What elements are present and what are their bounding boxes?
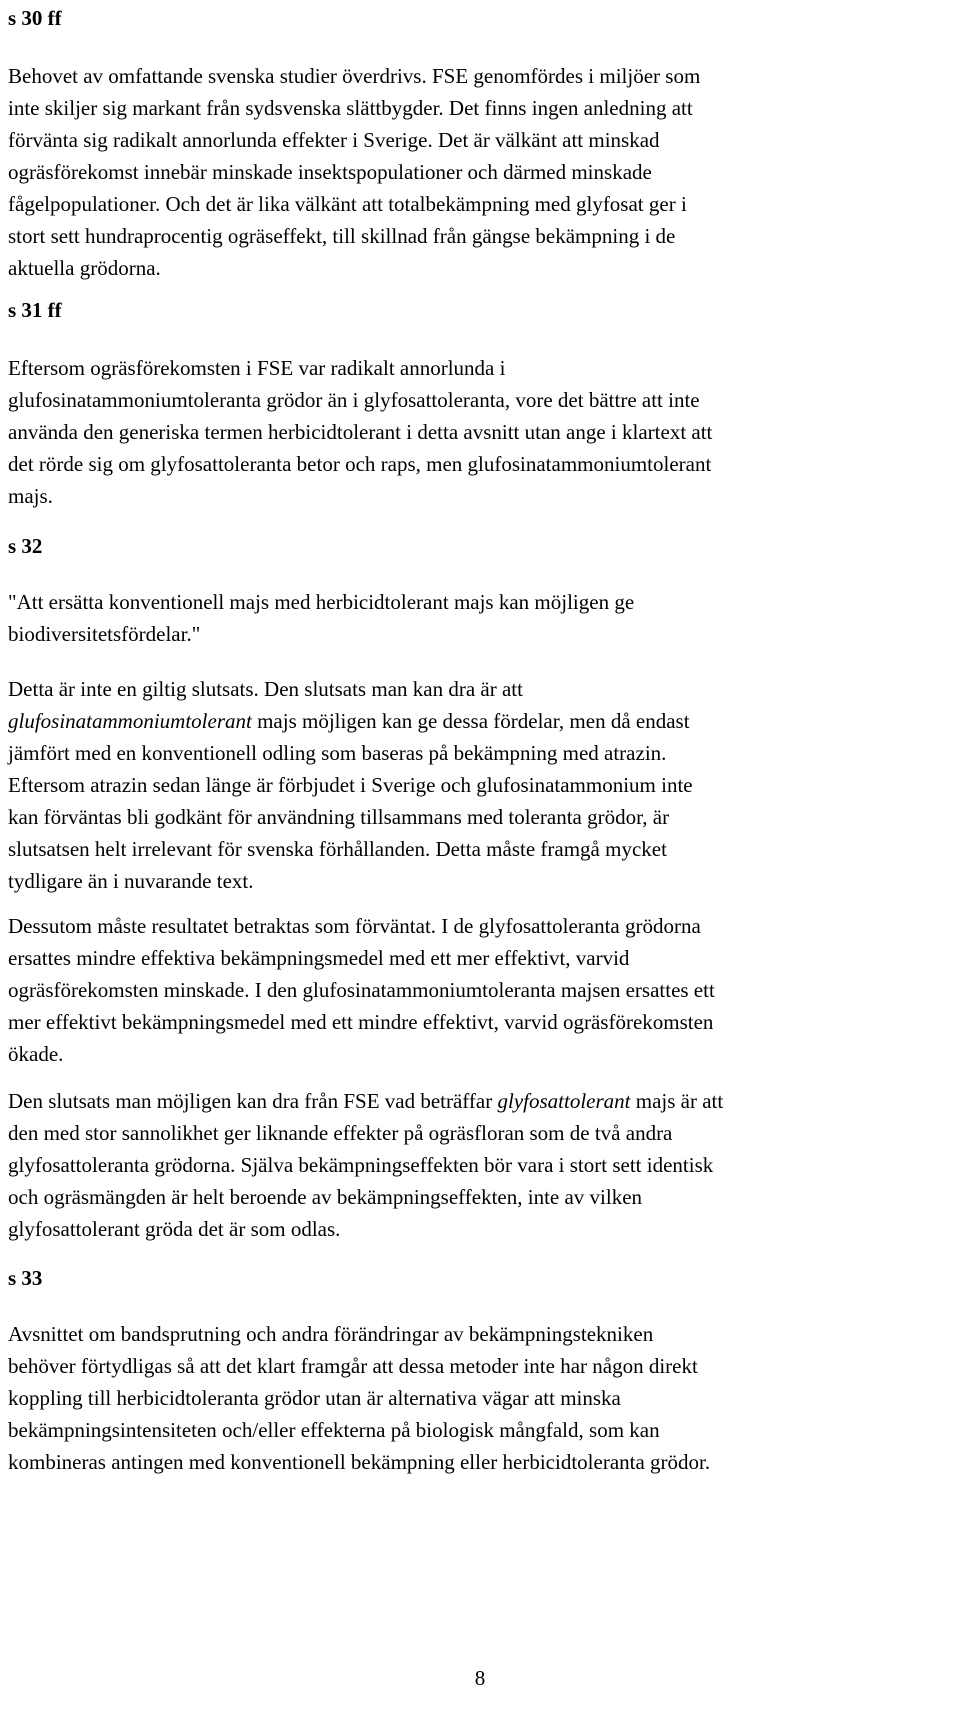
paragraph-s32-2	[8, 673, 956, 897]
paragraph-s32-4-post: majs är att den med stor sannolikhet ger liknande effekter på ogräsfloran som de två andra glyfosattoleranta grödorna. Själva bekämpningseffekten bör vara i stort sett identisk och ogräsmängden är helt beroende av bekämpningseffekten, inte av vilken glyfosattolerant gröda det är som odlas.	[8, 1089, 724, 1241]
paragraph-s33-1: Avsnittet om bandsprutning och andra förändringar av bekämpningstekniken behöver förtydligas så att det klart framgår att dessa metoder inte har någon direkt koppling till herbicidtoleranta grödor utan är alternativa vägar att minska bekämpningsintensiteten och/eller effekterna på biologisk mångfald, som kan kombineras antingen med konventionell bekämpning eller herbicidtoleranta grödor.	[8, 1322, 711, 1474]
paragraph-s32-4-italic: glyfosattolerant	[497, 1089, 631, 1113]
paragraph-s32-4-pre: Den slutsats man möjligen kan dra från FSE vad beträffar	[8, 1089, 498, 1113]
section-heading-s30: s 30 ff	[8, 6, 62, 30]
paragraph-s32-3: Dessutom måste resultatet betraktas som förväntat. I de glyfosattoleranta grödorna ersattes mindre effektiva bekämpningsmedel med ett mer effektivt, varvid ogräsförekomsten minskade. I den glufosinatammoniumtoleranta majsen ersattes ett mer effektivt bekämpningsmedel med ett mindre effektivt, varvid ogräsförekomsten ökade.	[8, 914, 715, 1066]
paragraph-s32-2-post: majs möjligen kan ge dessa fördelar, men då endast jämfört med en konventionell odling som baseras på bekämpning med atrazin. Eftersom atrazin sedan länge är förbjudet i Sverige och glufosinatammonium inte kan förväntas bli godkänt för användning tillsammans med toleranta grödor, är slutsatsen helt irrelevant för svenska förhållanden. Detta måste framgå mycket tydligare än i nuvarande text.	[8, 709, 693, 893]
paragraph-s32-4	[8, 1085, 956, 1245]
paragraph-s30-1: Behovet av omfattande svenska studier överdrivs. FSE genomfördes i miljöer som inte skiljer sig markant från sydsvenska slättbygder. Det finns ingen anledning att förvänta sig radikalt annorlunda effekter i Sverige. Det är välkänt att minskad ogräsförekomst innebär minskade insektspopulationer och därmed minskade fågelpopulationer. Och det är lika välkänt att totalbekämpning med glyfosat ger i stort sett hundraprocentig ogräseffekt, till skillnad från gängse bekämpning i de aktuella grödorna.	[8, 64, 701, 280]
paragraph-s32-2-italic: glufosinatammoniumtolerant	[8, 709, 252, 733]
paragraph-s32-quote: "Att ersätta konventionell majs med herbicidtolerant majs kan möjligen ge biodiversitetsfördelar."	[8, 590, 635, 646]
page-number: 8	[474, 1666, 486, 1690]
paragraph-s32-2-pre: Detta är inte en giltig slutsats. Den slutsats man kan dra är att	[8, 677, 523, 701]
section-heading-s32: s 32	[8, 534, 43, 558]
section-heading-s31: s 31 ff	[8, 298, 62, 322]
paragraph-s31-1: Eftersom ogräsförekomsten i FSE var radikalt annorlunda i glufosinatammoniumtoleranta grödor än i glyfosattoleranta, vore det bättre att inte använda den generiska termen herbicidtolerant i detta avsnitt utan ange i klartext att det rörde sig om glyfosattoleranta betor och raps, men glufosinatammoniumtolerant majs.	[8, 356, 713, 508]
section-heading-s33: s 33	[8, 1266, 43, 1290]
